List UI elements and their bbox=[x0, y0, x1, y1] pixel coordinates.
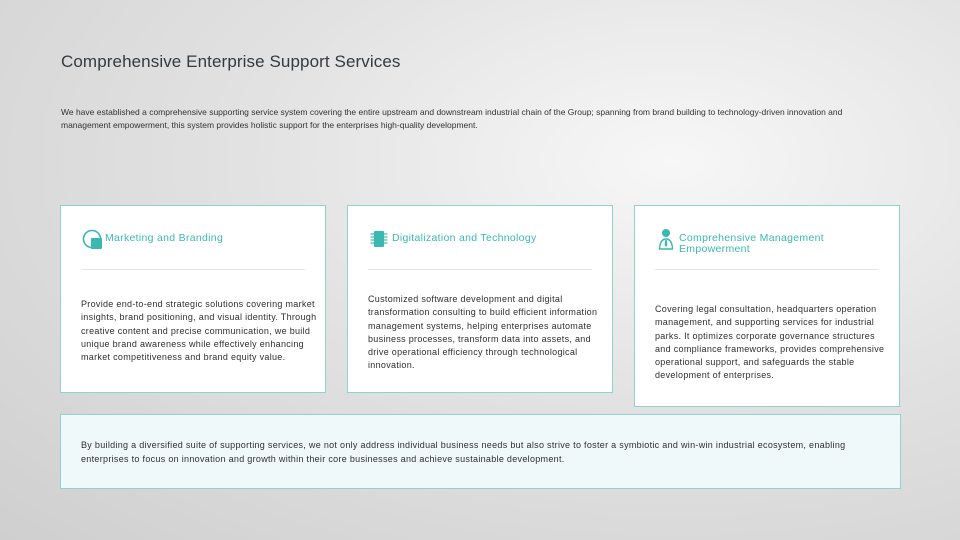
summary-text: By building a diversified suite of supporting services, we not only address individual business needs but also strive to foster a symbiotic and win-win industrial ecosystem, enabling enterprises to focus on innovation and growth within their core businesses and achieve sustainable development. bbox=[81, 440, 846, 464]
card-header bbox=[81, 228, 305, 250]
card-header bbox=[368, 228, 592, 250]
card-title: Marketing and Branding bbox=[105, 232, 224, 244]
card-digitalization bbox=[347, 205, 613, 393]
card-management bbox=[634, 205, 900, 407]
page-title: Comprehensive Enterprise Support Services bbox=[61, 52, 401, 71]
divider bbox=[368, 269, 592, 270]
intro-paragraph: We have established a comprehensive supporting service system covering the entire upstream and downstream industrial chain of the Group; spanning from brand building to technology-driven innovation and management empowerment, this system provides holistic support for the enterprises high-quality development. bbox=[61, 107, 843, 130]
card-marketing bbox=[60, 205, 326, 393]
card-header bbox=[655, 228, 879, 255]
marketing-icon bbox=[81, 228, 103, 250]
divider bbox=[655, 269, 879, 270]
person-icon bbox=[655, 228, 677, 250]
card-title: Comprehensive Management Empowerment bbox=[679, 232, 824, 255]
card-body: Covering legal consultation, headquarters operation management, and supporting services for industrial parks. It optimizes corporate governance structures and compliance frameworks, provides comprehensive operational support, and safeguards the stable development of enterprises. bbox=[655, 304, 885, 381]
card-body: Provide end-to-end strategic solutions covering market insights, brand positioning, and visual identity. Through creative content and precise communication, we build unique brand awareness while effectively enhancing market competitiveness and brand equity value. bbox=[81, 299, 317, 363]
card-body: Customized software development and digital transformation consulting to build efficient information management systems, helping enterprises automate business processes, transform data into assets, and drive operational efficiency through technological innovation. bbox=[368, 294, 598, 371]
chip-icon bbox=[368, 228, 390, 250]
divider bbox=[81, 269, 305, 270]
card-title: Digitalization and Technology bbox=[392, 232, 537, 244]
summary-box bbox=[60, 414, 901, 489]
